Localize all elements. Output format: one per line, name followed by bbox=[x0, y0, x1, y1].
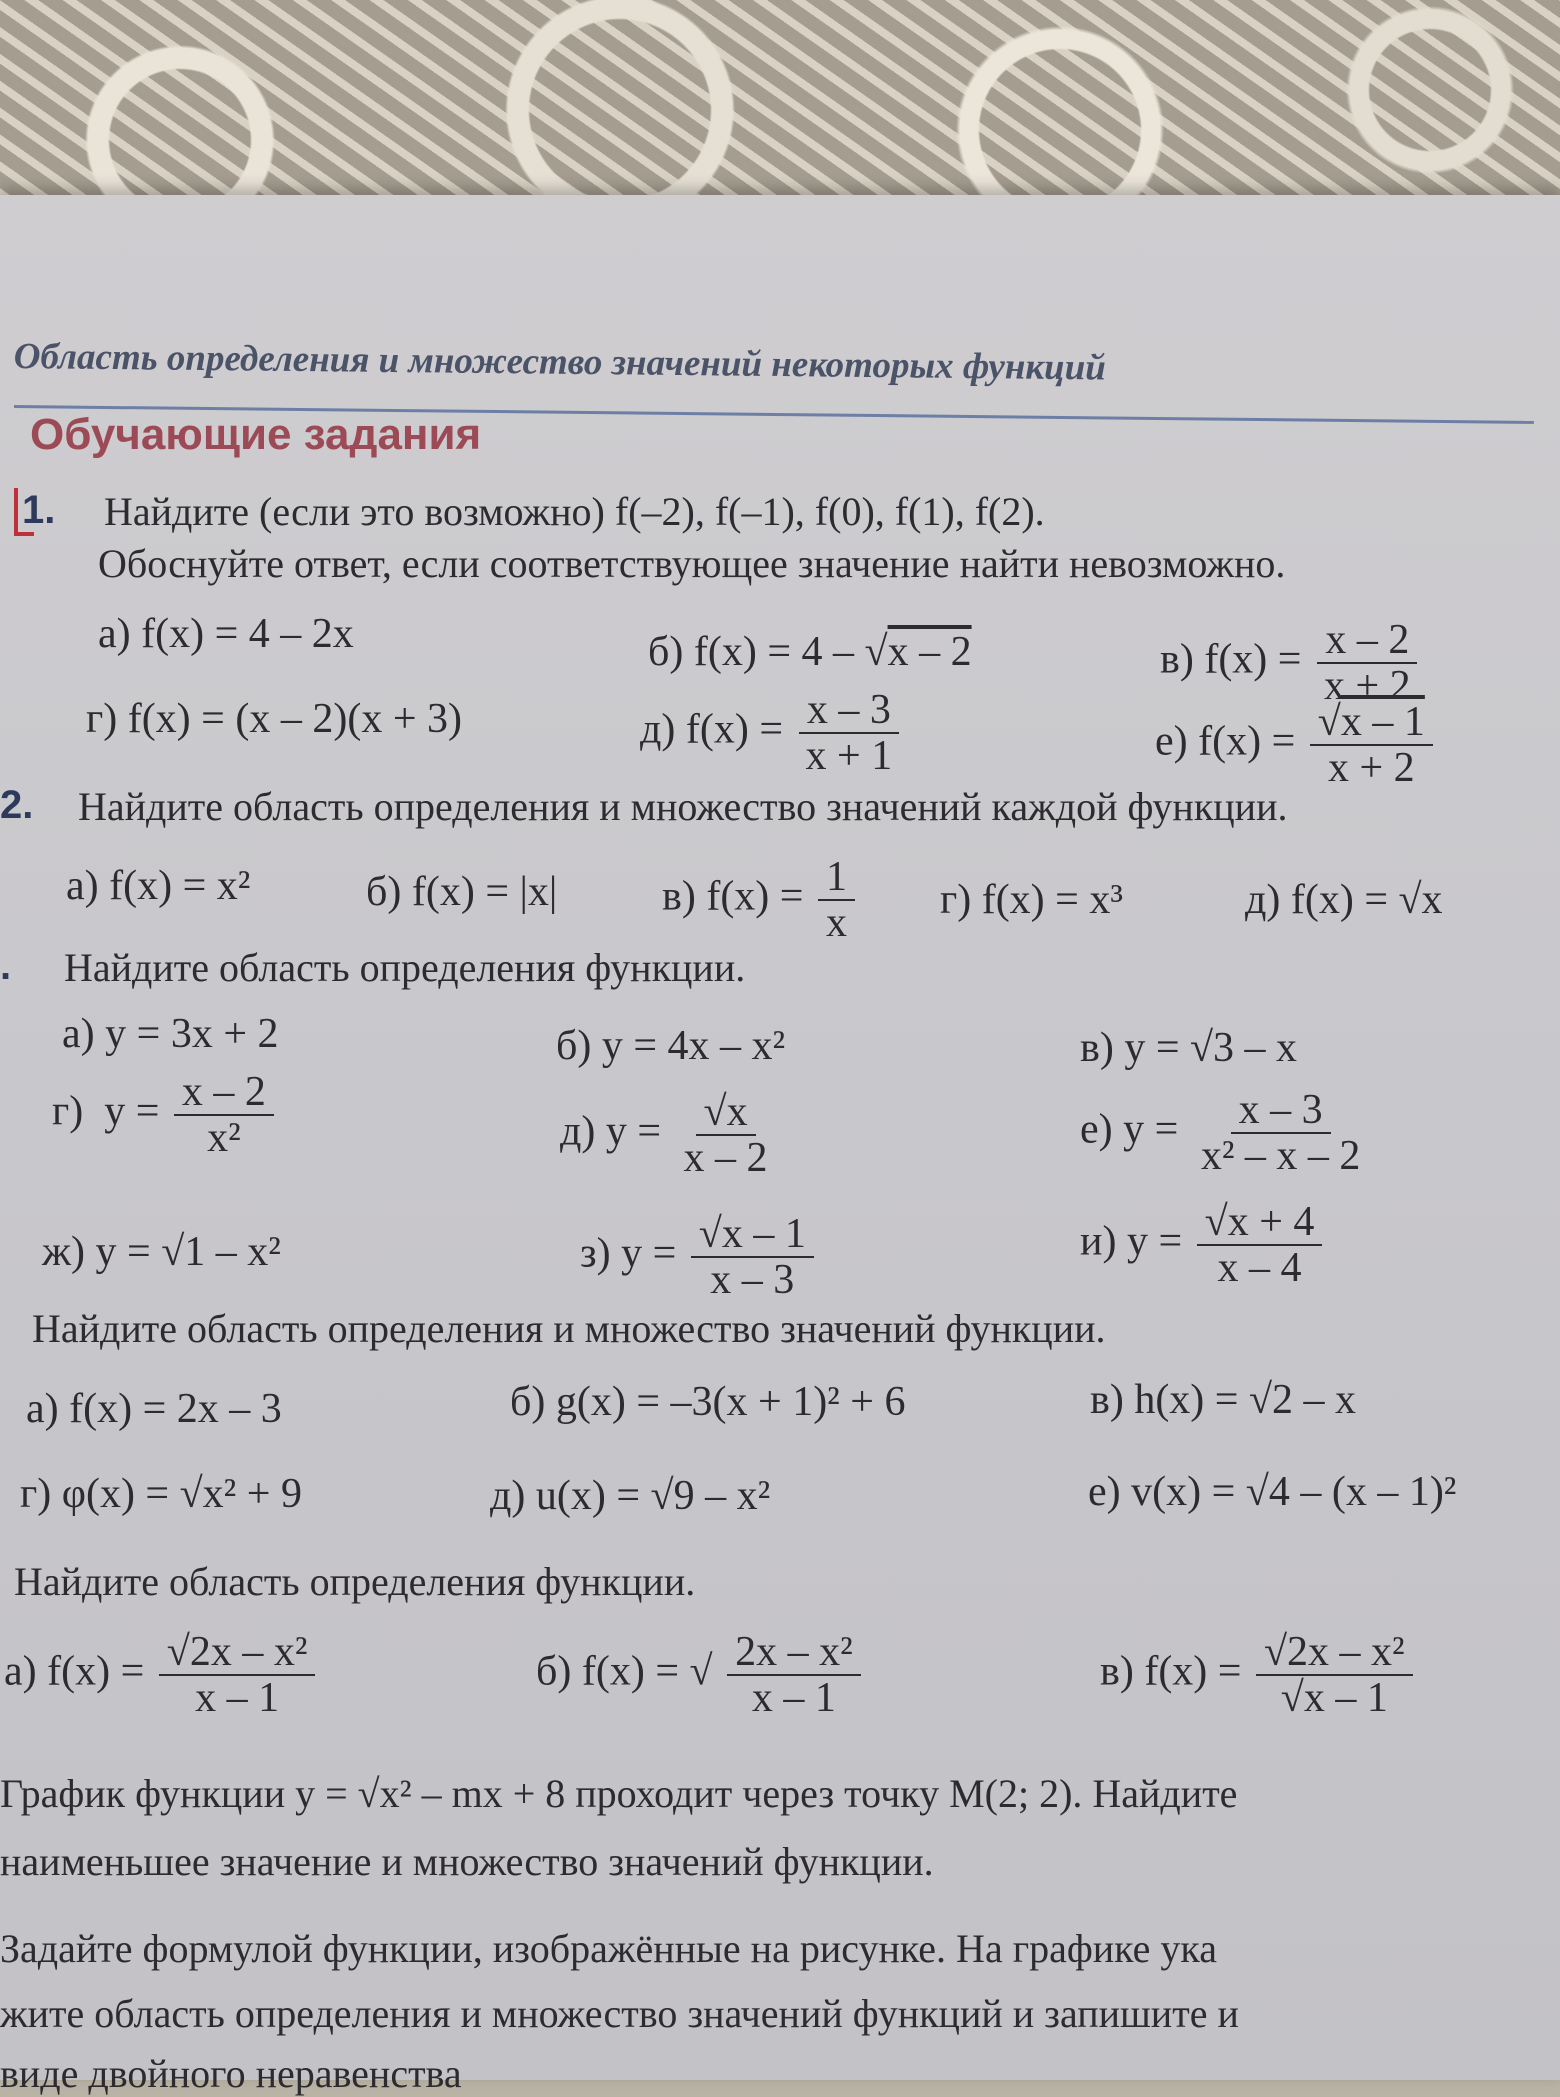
task2-item-b: б) f(x) = |x| bbox=[366, 869, 558, 915]
task3-item-zh: ж) y = √1 – x² bbox=[42, 1229, 281, 1275]
task4-item-a: а) f(x) = 2x – 3 bbox=[26, 1386, 282, 1432]
task3-item-d: д) y = $\frac{√x}{x - 2}$ bbox=[560, 1089, 768, 1182]
task1-item-a: а) f(x) = 4 – 2x bbox=[98, 611, 354, 657]
task4-text: Найдите область определения и множество значений функции. bbox=[32, 1306, 1106, 1351]
task4-item-e: е) v(x) = √4 – (x – 1)² bbox=[1088, 1469, 1457, 1515]
task3-item-g: г) y = $\frac{x - 2}{\text{x²}}$ bbox=[52, 1070, 278, 1160]
section-title: Обучающие задания bbox=[30, 410, 482, 459]
task4-item-v: в) h(x) = √2 – x bbox=[1090, 1377, 1357, 1423]
task1-number: 1. bbox=[22, 488, 56, 532]
task5-item-v: в) f(x) = $\frac{\text{√2x – x²}}{√x - 1}$ bbox=[1100, 1630, 1417, 1720]
task1-item-e: е) f(x) = $\frac{√x - 1}{x + 2}$ bbox=[1155, 700, 1437, 790]
task1-item-v: в) f(x) = $\frac{x - 2}{x + 2}$ bbox=[1160, 618, 1423, 708]
task7-line3: виде двойного неравенства bbox=[0, 2051, 462, 2096]
task5-item-b: б) f(x) = √ $\frac{\text{2x – x²}}{x - 1}$ bbox=[536, 1630, 865, 1720]
task6-line1: График функции y = √x² – mx + 8 проходит через точку М(2; 2). Найдите bbox=[0, 1771, 1238, 1816]
task1-line1: Найдите (если это возможно) f(–2), f(–1), f(0), f(1), f(2). bbox=[104, 489, 1045, 534]
task5-text: Найдите область определения функции. bbox=[14, 1559, 696, 1604]
task2-item-d: д) f(x) = √x bbox=[1245, 877, 1443, 923]
task3-item-b: б) y = 4x – x² bbox=[556, 1023, 786, 1069]
task1-item-g: г) f(x) = (x – 2)(x + 3) bbox=[86, 696, 462, 742]
task4-item-b: б) g(x) = –3(x + 1)² + 6 bbox=[510, 1379, 906, 1425]
task3-item-e: е) y = $\frac{x - 3}{\text{x² – x – 2}}$ bbox=[1080, 1087, 1361, 1180]
task3-item-v: в) y = √3 – x bbox=[1080, 1025, 1298, 1071]
task2-item-v: в) f(x) = $\frac{1}{x}$ bbox=[662, 855, 859, 945]
page-header: Область определения и множество значений некоторых функций bbox=[13, 335, 1107, 389]
task2-item-a: а) f(x) = x² bbox=[66, 863, 251, 909]
task3-number: . bbox=[0, 944, 12, 988]
task1-item-b: б) f(x) = 4 – √x – 2 bbox=[648, 629, 972, 675]
task3-text: Найдите область определения функции. bbox=[64, 945, 746, 990]
task2-text: Найдите область определения и множество значений каждой функции. bbox=[78, 784, 1288, 829]
task4-item-d: д) u(x) = √9 – x² bbox=[490, 1473, 771, 1519]
task1-item-d: д) f(x) = $\frac{x - 3}{x + 1}$ bbox=[640, 688, 904, 778]
lace-background bbox=[0, 0, 1560, 215]
task1-line2: Обоснуйте ответ, если соответствующее значение найти невозможно. bbox=[98, 541, 1286, 586]
task3-item-a: а) y = 3x + 2 bbox=[62, 1011, 279, 1057]
task2-number: 2. bbox=[0, 783, 34, 827]
task7-line1: Задайте формулой функции, изображённые на рисунке. На графике ука bbox=[0, 1926, 1217, 1971]
task4-item-g: г) φ(x) = √x² + 9 bbox=[20, 1471, 302, 1517]
task6-line2: наименьшее значение и множество значений функции. bbox=[0, 1839, 934, 1884]
task5-item-a: а) f(x) = $\frac{\text{√2x – x²}}{x - 1}$ bbox=[4, 1630, 319, 1720]
task2-item-g: г) f(x) = x³ bbox=[940, 877, 1123, 923]
task3-item-i: и) y = $\frac{√x + 4}{x - 4}$ bbox=[1080, 1200, 1326, 1290]
task7-line2: жите область определения и множество значений функций и запишите и bbox=[0, 1991, 1239, 2036]
task3-item-z: з) y = $\frac{√x - 1}{x - 3}$ bbox=[580, 1212, 818, 1302]
